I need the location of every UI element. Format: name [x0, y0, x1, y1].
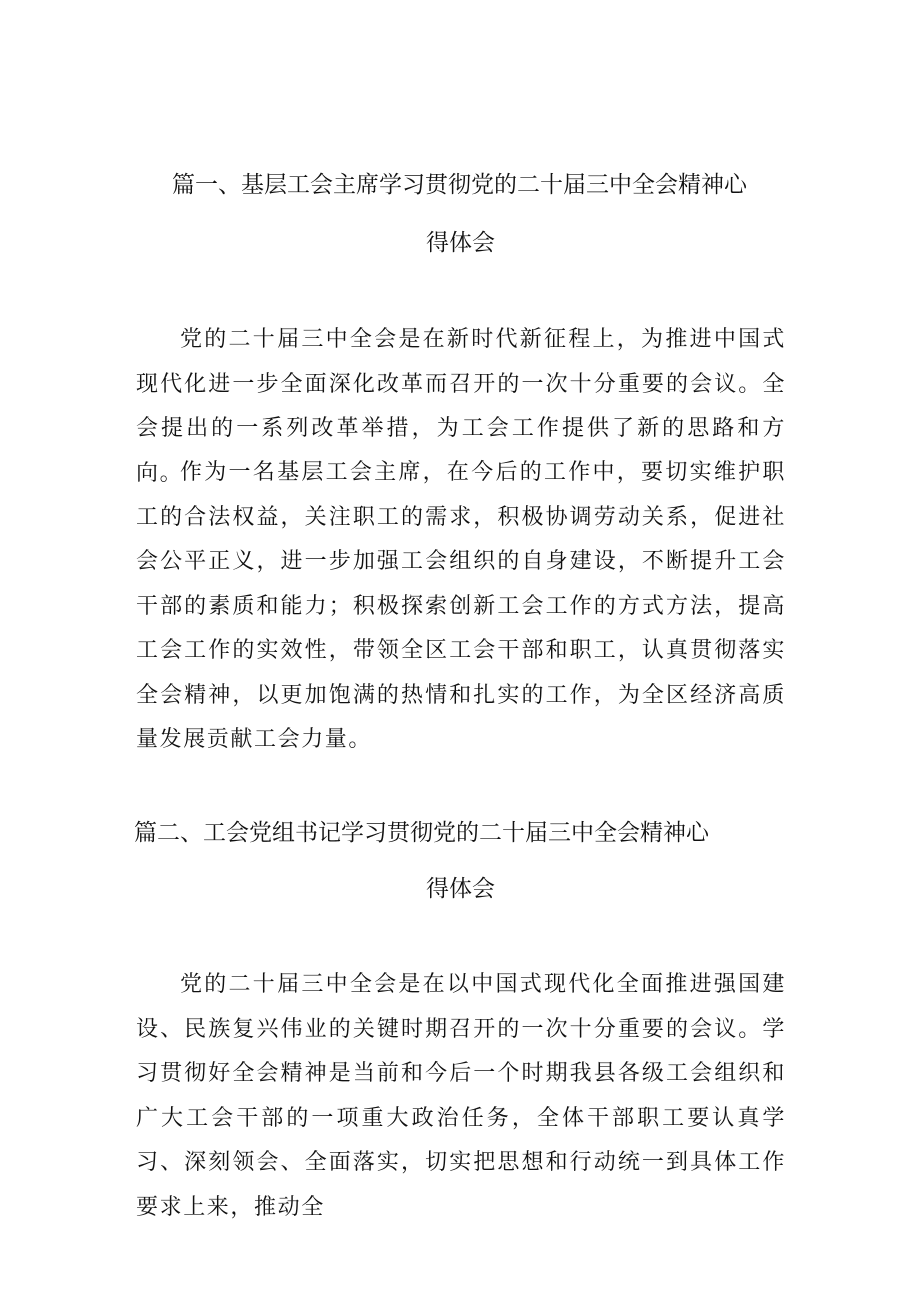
section1-title-line1: 篇一、基层工会主席学习贯彻党的二十届三中全会精神心	[172, 172, 747, 198]
section1-title-line2: 得体会	[426, 230, 495, 256]
section2-title-line1: 篇二、工会党组书记学习贯彻党的二十届三中全会精神心	[134, 820, 709, 846]
section2-title-line2: 得体会	[426, 876, 495, 902]
section2-paragraph-1: 党的二十届三中全会是在以中国式现代化全面推进强国建设、民族复兴伟业的关键时期召开的一次十分重要的会议。学习贯彻好全会精神是当前和今后一个时期我县各级工会组织和广大工会干部的一项重大政治任务，全体干部职工要认真学习、深刻领会、全面落实，切实把思想和行动统一到具体工作要求上来，推动全	[136, 972, 786, 1220]
section1-paragraph-2: 作为一名基层工会主席，在今后的工作中，要切实维护职工的合法权益，关注职工的需求，积极协调劳动关系，促进社会公平正义，进一步加强工会组织的自身建设，不断提升工会干部的素质和能力；积极探索创新工会工作的方式方法，提高工会工作的实效性，带领全区工会干部和职工，认真贯彻落实全会精神，以更加饱满的热情和扎实的工作，为全区经济高质量发展贡献工会力量。	[136, 460, 786, 752]
section1-paragraph-1: 党的二十届三中全会是在新时代新征程上，为推进中国式现代化进一步全面深化改革而召开的一次十分重要的会议。全会提出的一系列改革举措，为工会工作提供了新的思路和方向。	[136, 327, 786, 486]
